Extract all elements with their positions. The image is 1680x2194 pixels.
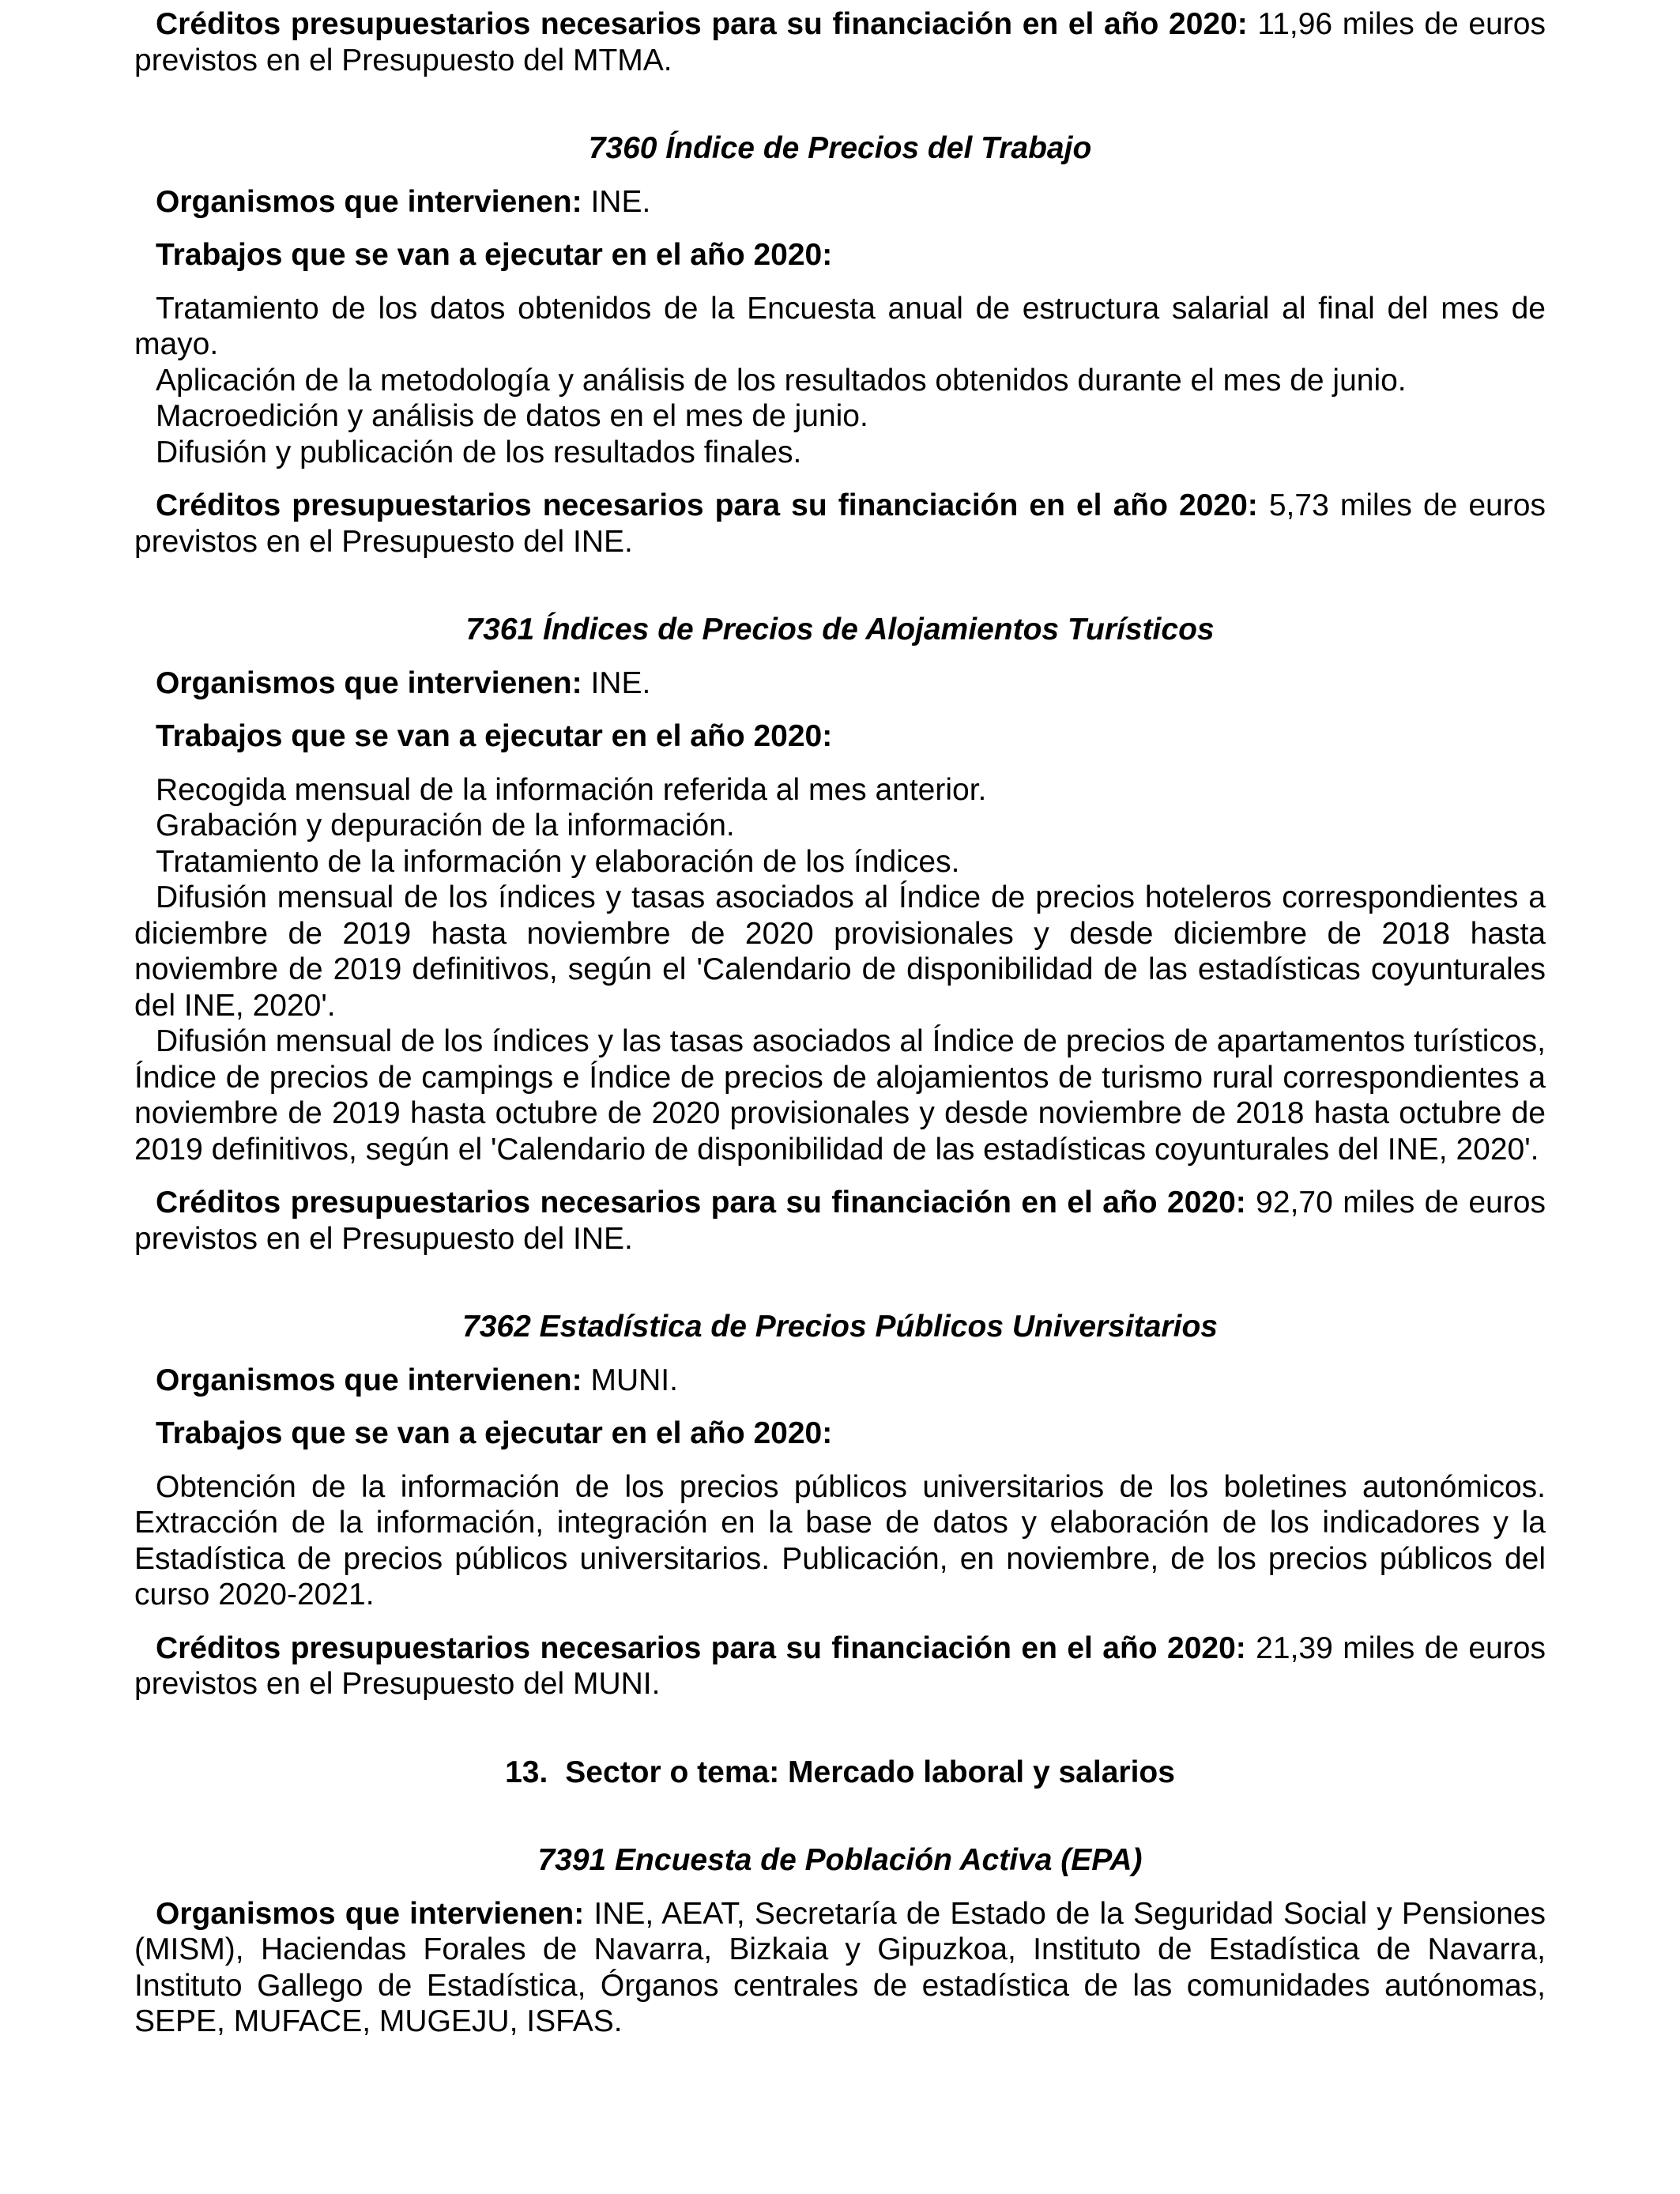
organismos-paragraph	[134, 1896, 1546, 2040]
trabajos-item: Difusión mensual de los índices y tasas asociados al Índice de precios hoteleros correspondientes a diciembre de 2019 hasta noviembre de 2020 provisionales y desde diciembre de 2018 hasta noviembre de 2019 definitivos, según el 'Calendario de disponibilidad de las estadísticas coyunturales del INE, 2020'.	[134, 880, 1546, 1023]
operation-title: 7362 Estadística de Precios Públicos Universitarios	[462, 1310, 1218, 1344]
creditos-text: 21,39 miles de euros previstos en el Presupuesto del MUNI.	[134, 1630, 1546, 1701]
trabajos-item: Difusión y publicación de los resultados finales.	[156, 435, 802, 469]
creditos-text: 92,70 miles de euros previstos en el Presupuesto del INE.	[134, 1186, 1546, 1256]
intro-creditos-paragraph	[134, 6, 1546, 78]
trabajos-item: Obtención de la información de los precios públicos universitarios de los boletines autonómicos. Extracción de la información, integración en la base de datos y elaboración de los indicadores y la Estadística de precios públicos universitarios. Publicación, en noviembre, de los precios públicos del curso 2020-2021.	[134, 1469, 1546, 1612]
organismos-text: INE.	[582, 665, 651, 700]
operation-title: 7360 Índice de Precios del Trabajo	[588, 131, 1092, 165]
trabajos-item: Tratamiento de la información y elaboración de los índices.	[156, 844, 960, 879]
trabajos-item: Macroedición y análisis de datos en el mes de junio.	[156, 399, 868, 433]
sector-number: 13.	[505, 1755, 548, 1789]
trabajos-item: Recogida mensual de la información referida al mes anterior.	[156, 772, 987, 807]
creditos-paragraph	[134, 1630, 1546, 1702]
organismos-label: Organismos que intervienen:	[156, 1896, 585, 1931]
creditos-label: Créditos presupuestarios necesarios para su financiación en el año 2020:	[156, 1186, 1246, 1220]
trabajos-item: Tratamiento de los datos obtenidos de la Encuesta anual de estructura salarial al final del mes de mayo.	[134, 291, 1546, 361]
organismos-paragraph	[134, 1363, 1546, 1399]
trabajos-item: Aplicación de la metodología y análisis de los resultados obtenidos durante el mes de junio.	[156, 363, 1407, 398]
organismos-text: MUNI.	[582, 1363, 678, 1397]
sector-heading	[134, 1755, 1546, 1791]
operation-7361	[134, 612, 1546, 1257]
creditos-label: Créditos presupuestarios necesarios para su financiación en el año 2020:	[156, 1630, 1246, 1665]
creditos-paragraph	[134, 1185, 1546, 1257]
organismos-label: Organismos que intervienen:	[156, 1363, 582, 1397]
trabajos-label: Trabajos que se van a ejecutar en el año 2020:	[156, 238, 833, 272]
organismos-paragraph	[134, 665, 1546, 702]
trabajos-item: Difusión mensual de los índices y las tasas asociados al Índice de precios de apartamentos turísticos, Índice de precios de campings e Índice de precios de alojamientos de turismo rural correspondientes a noviembre de 2019 hasta octubre de 2020 provisionales y desde noviembre de 2018 hasta octubre de 2019 definitivos, según el 'Calendario de disponibilidad de las estadísticas coyunturales del INE, 2020'.	[134, 1024, 1546, 1167]
creditos-label: Créditos presupuestarios necesarios para su financiación en el año 2020:	[156, 488, 1258, 522]
sector-title: Sector o tema: Mercado laboral y salarios	[565, 1755, 1175, 1789]
organismos-text: INE, AEAT, Secretaría de Estado de la Seguridad Social y Pensiones (MISM), Haciendas Forales de Navarra, Bizkaia y Gipuzkoa, Instituto de Estadística de Navarra, Instituto Gallego de Estadística, Órganos centrales de estadística de las comunidades autónomas, SEPE, MUFACE, MUGEJU, ISFAS.	[134, 1896, 1546, 2038]
trabajos-label: Trabajos que se van a ejecutar en el año 2020:	[156, 719, 833, 753]
organismos-label: Organismos que intervienen:	[156, 184, 582, 219]
creditos-label: Créditos presupuestarios necesarios para su financiación en el año 2020:	[156, 7, 1248, 41]
organismos-text: INE.	[582, 184, 651, 219]
creditos-text: 11,96 miles de euros previstos en el Presupuesto del MTMA.	[134, 7, 1546, 77]
organismos-paragraph	[134, 184, 1546, 221]
operation-title: 7391 Encuesta de Población Activa (EPA)	[537, 1843, 1143, 1877]
creditos-paragraph	[134, 488, 1546, 560]
creditos-text: 5,73 miles de euros previstos en el Presupuesto del INE.	[134, 488, 1546, 559]
operation-title: 7361 Índices de Precios de Alojamientos Turísticos	[465, 613, 1215, 647]
trabajos-item: Grabación y depuración de la información.	[156, 809, 735, 843]
operation-7362	[134, 1309, 1546, 1702]
operation-7391	[134, 1842, 1546, 2040]
operation-7360	[134, 130, 1546, 560]
organismos-label: Organismos que intervienen:	[156, 665, 582, 700]
trabajos-label: Trabajos que se van a ejecutar en el año 2020:	[156, 1416, 833, 1450]
